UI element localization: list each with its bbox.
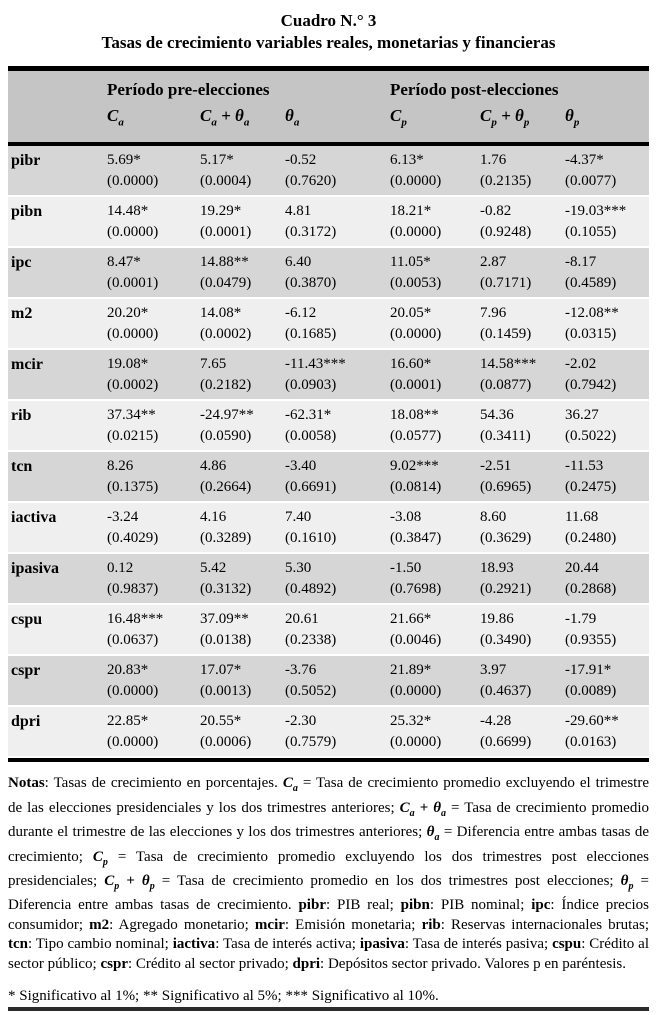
cell-pvalue: (0.0590) bbox=[200, 428, 252, 445]
note-math-symbol: $\theta_p$ bbox=[620, 873, 634, 893]
data-cell bbox=[565, 299, 649, 348]
table-main-title: Tasas de crecimiento variables reales, monetarias y financieras bbox=[101, 33, 556, 52]
data-cell bbox=[285, 452, 390, 501]
data-cell bbox=[565, 656, 649, 705]
data-cell bbox=[480, 299, 565, 348]
note-bold-term: Notas bbox=[8, 775, 45, 792]
cell-value: 2.87 bbox=[480, 254, 507, 271]
data-cell bbox=[565, 707, 649, 756]
cell-pvalue: (0.0903) bbox=[285, 377, 337, 394]
data-cell bbox=[107, 656, 200, 705]
data-cell bbox=[200, 656, 285, 705]
cell-value: -3.08 bbox=[390, 509, 422, 526]
data-cell bbox=[200, 248, 285, 297]
cell-value: 7.96 bbox=[480, 305, 507, 322]
cell-value: -0.82 bbox=[480, 203, 512, 220]
cell-pvalue: (0.1685) bbox=[285, 326, 337, 343]
table-row bbox=[8, 401, 649, 452]
cell-pvalue: (0.1375) bbox=[107, 479, 159, 496]
note-text: : Tasas de crecimiento en porcentajes. bbox=[44, 775, 283, 792]
cell-value: 20.44 bbox=[565, 560, 599, 577]
cell-value: 14.58*** bbox=[480, 356, 537, 373]
cell-value: 5.42 bbox=[200, 560, 227, 577]
group-header-pre-elections: Período pre-elecciones bbox=[107, 80, 270, 99]
column-header: $C_p$ bbox=[390, 106, 407, 129]
cell-value: 8.47* bbox=[107, 254, 141, 271]
cell-value: 6.40 bbox=[285, 254, 312, 271]
cell-pvalue: (0.0479) bbox=[200, 275, 252, 292]
table-body bbox=[8, 146, 649, 758]
data-cell bbox=[285, 554, 390, 603]
table-row bbox=[8, 656, 649, 707]
note-math-symbol: $C_a + \theta_a$ bbox=[399, 799, 447, 819]
header-group-row bbox=[8, 78, 649, 102]
note-bold-term: ipasiva bbox=[359, 936, 405, 953]
note-bold-term: pibr bbox=[298, 897, 326, 914]
data-cell bbox=[285, 197, 390, 246]
note-text: : Índice precios consumidor; bbox=[8, 897, 650, 933]
row-label: m2 bbox=[11, 305, 33, 323]
note-text: = Tasa de crecimiento promedio en los dos trimestres post elecciones; bbox=[154, 873, 621, 890]
note-text: : Emisión monetaria; bbox=[284, 916, 422, 933]
cell-value: 4.16 bbox=[200, 509, 227, 526]
cell-value: 5.69* bbox=[107, 152, 141, 169]
note-math-symbol: $\theta_a$ bbox=[426, 824, 440, 844]
note-text: = Tasa de crecimiento promedio excluyendo los dos trimestres post elecciones presidenciales; bbox=[8, 848, 650, 890]
table-row bbox=[8, 197, 649, 248]
cell-value: 19.08* bbox=[107, 356, 149, 373]
cell-value: 3.97 bbox=[480, 662, 507, 679]
row-label: mcir bbox=[11, 356, 43, 374]
row-label: ipc bbox=[11, 254, 32, 272]
table-bottom-rule bbox=[8, 758, 649, 762]
cell-pvalue: (0.0000) bbox=[107, 326, 159, 343]
cell-pvalue: (0.6965) bbox=[480, 479, 532, 496]
data-cell bbox=[107, 248, 200, 297]
cell-pvalue: (0.0058) bbox=[285, 428, 337, 445]
data-cell bbox=[390, 554, 480, 603]
data-cell bbox=[107, 146, 200, 195]
data-cell bbox=[390, 401, 480, 450]
data-cell bbox=[390, 707, 480, 756]
cell-pvalue: (0.2868) bbox=[565, 581, 617, 598]
cell-value: 1.76 bbox=[480, 152, 507, 169]
cell-pvalue: (0.0877) bbox=[480, 377, 532, 394]
row-label: cspu bbox=[11, 611, 43, 629]
data-cell bbox=[107, 503, 200, 552]
data-cell bbox=[107, 197, 200, 246]
cell-pvalue: (0.0000) bbox=[390, 224, 442, 241]
cell-pvalue: (0.0138) bbox=[200, 632, 252, 649]
data-cell bbox=[285, 707, 390, 756]
cell-value: 4.86 bbox=[200, 458, 227, 475]
data-cell bbox=[200, 605, 285, 654]
note-text: : Crédito al sector público; bbox=[8, 936, 649, 972]
data-cell bbox=[480, 656, 565, 705]
data-cell bbox=[480, 350, 565, 399]
cell-value: 5.30 bbox=[285, 560, 312, 577]
data-cell bbox=[390, 452, 480, 501]
cell-pvalue: (0.0814) bbox=[390, 479, 442, 496]
cell-pvalue: (0.0004) bbox=[200, 173, 252, 190]
cell-pvalue: (0.3847) bbox=[390, 530, 442, 547]
cell-pvalue: (0.5022) bbox=[565, 428, 617, 445]
cell-pvalue: (0.0013) bbox=[200, 683, 252, 700]
note-text: : Depósitos sector privado. Valores p en paréntesis. bbox=[320, 955, 626, 972]
statistics-table bbox=[8, 66, 649, 762]
cell-value: -12.08** bbox=[565, 305, 619, 322]
cell-value: 11.05* bbox=[390, 254, 431, 271]
data-cell bbox=[480, 605, 565, 654]
cell-value: 21.89* bbox=[390, 662, 432, 679]
table-row bbox=[8, 554, 649, 605]
row-label: tcn bbox=[11, 458, 33, 476]
data-cell bbox=[200, 707, 285, 756]
data-cell bbox=[390, 248, 480, 297]
cell-pvalue: (0.7620) bbox=[285, 173, 337, 190]
cell-value: -4.28 bbox=[480, 713, 512, 730]
cell-value: 14.08* bbox=[200, 305, 242, 322]
cell-pvalue: (0.0001) bbox=[200, 224, 252, 241]
cell-value: 17.07* bbox=[200, 662, 242, 679]
cell-pvalue: (0.9837) bbox=[107, 581, 159, 598]
row-label: cspr bbox=[11, 662, 41, 680]
cell-pvalue: (0.7579) bbox=[285, 734, 337, 751]
data-cell bbox=[107, 350, 200, 399]
table-row bbox=[8, 503, 649, 554]
cell-value: -2.30 bbox=[285, 713, 317, 730]
note-text: : PIB real; bbox=[325, 897, 401, 914]
row-label: rib bbox=[11, 407, 32, 425]
data-cell bbox=[565, 452, 649, 501]
cell-pvalue: (0.6691) bbox=[285, 479, 337, 496]
data-cell bbox=[200, 452, 285, 501]
note-bold-term: pibn bbox=[400, 897, 430, 914]
note-text: = Diferencia entre ambas tasas de crecimiento; bbox=[8, 824, 649, 865]
note-text: : Agregado monetario; bbox=[109, 916, 255, 933]
cell-pvalue: (0.0577) bbox=[390, 428, 442, 445]
cell-value: 4.81 bbox=[285, 203, 312, 220]
cell-value: -24.97** bbox=[200, 407, 254, 424]
cell-value: 20.20* bbox=[107, 305, 149, 322]
data-cell bbox=[285, 401, 390, 450]
data-cell bbox=[565, 554, 649, 603]
cell-value: -3.76 bbox=[285, 662, 317, 679]
cell-value: -6.12 bbox=[285, 305, 317, 322]
data-cell bbox=[480, 503, 565, 552]
cell-value: 19.86 bbox=[480, 611, 514, 628]
cell-value: -1.50 bbox=[390, 560, 422, 577]
data-cell bbox=[565, 401, 649, 450]
cell-pvalue: (0.5052) bbox=[285, 683, 337, 700]
cell-pvalue: (0.0000) bbox=[107, 224, 159, 241]
data-cell bbox=[285, 146, 390, 195]
table-row bbox=[8, 299, 649, 350]
cell-value: 5.17* bbox=[200, 152, 234, 169]
data-cell bbox=[565, 503, 649, 552]
cell-value: -3.40 bbox=[285, 458, 317, 475]
column-header: $C_p + \theta_p$ bbox=[480, 106, 530, 129]
cell-pvalue: (0.4637) bbox=[480, 683, 532, 700]
column-header: $\theta_a$ bbox=[285, 106, 300, 129]
note-bold-term: iactiva bbox=[172, 936, 216, 953]
cell-value: 18.08** bbox=[390, 407, 439, 424]
significance-legend: * Significativo al 1%; ** Significativo al 5%; *** Significativo al 10%. bbox=[8, 988, 439, 1005]
cell-pvalue: (0.0077) bbox=[565, 173, 617, 190]
cell-value: 20.55* bbox=[200, 713, 242, 730]
cell-pvalue: (0.2475) bbox=[565, 479, 617, 496]
cell-pvalue: (0.0006) bbox=[200, 734, 252, 751]
data-cell bbox=[107, 554, 200, 603]
note-math-symbol: $C_p + \theta_p$ bbox=[104, 873, 155, 893]
data-cell bbox=[285, 248, 390, 297]
data-cell bbox=[390, 350, 480, 399]
cell-pvalue: (0.0053) bbox=[390, 275, 442, 292]
data-cell bbox=[390, 656, 480, 705]
cell-value: 8.60 bbox=[480, 509, 507, 526]
note-bold-term: rib bbox=[421, 916, 441, 933]
data-cell bbox=[565, 248, 649, 297]
cell-pvalue: (0.4589) bbox=[565, 275, 617, 292]
cell-value: 19.29* bbox=[200, 203, 242, 220]
data-cell bbox=[285, 503, 390, 552]
table-header bbox=[8, 71, 649, 146]
table-notes bbox=[8, 774, 649, 974]
cell-value: 16.60* bbox=[390, 356, 432, 373]
note-bold-term: ipc bbox=[531, 897, 551, 914]
data-cell bbox=[390, 146, 480, 195]
data-cell bbox=[480, 401, 565, 450]
cell-value: 37.09** bbox=[200, 611, 249, 628]
row-label: iactiva bbox=[11, 509, 57, 527]
cell-value: 11.68 bbox=[565, 509, 599, 526]
cell-pvalue: (0.7942) bbox=[565, 377, 617, 394]
cell-pvalue: (0.2338) bbox=[285, 632, 337, 649]
cell-pvalue: (0.3870) bbox=[285, 275, 337, 292]
data-cell bbox=[200, 146, 285, 195]
data-cell bbox=[390, 503, 480, 552]
note-text: = Tasa de crecimiento promedio excluyendo el trimestre de las elecciones presidenciales y los dos trimestres anteriores; bbox=[8, 775, 649, 816]
cell-value: -3.24 bbox=[107, 509, 139, 526]
cell-pvalue: (0.0002) bbox=[107, 377, 159, 394]
cell-value: 7.65 bbox=[200, 356, 227, 373]
table-row bbox=[8, 605, 649, 656]
cell-pvalue: (0.0002) bbox=[200, 326, 252, 343]
cell-value: -4.37* bbox=[565, 152, 604, 169]
data-cell bbox=[285, 299, 390, 348]
cell-value: 8.26 bbox=[107, 458, 134, 475]
cell-value: 25.32* bbox=[390, 713, 432, 730]
note-text: : Tasa de interés pasiva; bbox=[404, 936, 553, 953]
cell-pvalue: (0.9248) bbox=[480, 224, 532, 241]
cell-pvalue: (0.0000) bbox=[390, 173, 442, 190]
note-text: : Reservas internacionales brutas; bbox=[440, 916, 650, 933]
column-header: $C_a + \theta_a$ bbox=[200, 106, 250, 129]
note-text: : PIB nominal; bbox=[429, 897, 532, 914]
group-header-post-elections: Período post-elecciones bbox=[390, 80, 559, 99]
data-cell bbox=[565, 146, 649, 195]
data-cell bbox=[200, 401, 285, 450]
cell-value: 9.02*** bbox=[390, 458, 439, 475]
data-cell bbox=[200, 503, 285, 552]
data-cell bbox=[565, 197, 649, 246]
data-cell bbox=[107, 401, 200, 450]
cell-pvalue: (0.7698) bbox=[390, 581, 442, 598]
cell-value: 7.40 bbox=[285, 509, 312, 526]
cell-pvalue: (0.9355) bbox=[565, 632, 617, 649]
cell-pvalue: (0.4892) bbox=[285, 581, 337, 598]
data-cell bbox=[107, 452, 200, 501]
data-cell bbox=[390, 299, 480, 348]
cell-pvalue: (0.3172) bbox=[285, 224, 337, 241]
cell-pvalue: (0.2664) bbox=[200, 479, 252, 496]
data-cell bbox=[390, 197, 480, 246]
note-bold-term: dpri bbox=[292, 955, 321, 972]
data-cell bbox=[107, 707, 200, 756]
column-header: $C_a$ bbox=[107, 106, 124, 129]
cell-value: 18.21* bbox=[390, 203, 432, 220]
header-symbols-row bbox=[8, 102, 649, 136]
table-row bbox=[8, 707, 649, 758]
cell-pvalue: (0.0046) bbox=[390, 632, 442, 649]
table-row bbox=[8, 146, 649, 197]
cell-value: 20.61 bbox=[285, 611, 319, 628]
cell-value: -17.91* bbox=[565, 662, 612, 679]
cell-value: 14.88** bbox=[200, 254, 249, 271]
cell-value: -1.79 bbox=[565, 611, 597, 628]
table-row bbox=[8, 248, 649, 299]
cell-value: 36.27 bbox=[565, 407, 599, 424]
cell-value: -2.02 bbox=[565, 356, 597, 373]
cell-value: 14.48* bbox=[107, 203, 149, 220]
row-label: dpri bbox=[11, 713, 41, 731]
data-cell bbox=[480, 248, 565, 297]
cell-pvalue: (0.1055) bbox=[565, 224, 617, 241]
cell-value: 20.05* bbox=[390, 305, 432, 322]
cell-value: 6.13* bbox=[390, 152, 424, 169]
cell-pvalue: (0.0315) bbox=[565, 326, 617, 343]
cell-pvalue: (0.3629) bbox=[480, 530, 532, 547]
cell-pvalue: (0.3411) bbox=[480, 428, 531, 445]
row-label: ipasiva bbox=[11, 560, 60, 578]
cell-value: -0.52 bbox=[285, 152, 317, 169]
cell-pvalue: (0.3132) bbox=[200, 581, 252, 598]
table-row bbox=[8, 452, 649, 503]
cell-pvalue: (0.2135) bbox=[480, 173, 532, 190]
data-cell bbox=[200, 299, 285, 348]
cell-pvalue: (0.0001) bbox=[107, 275, 159, 292]
cell-pvalue: (0.0000) bbox=[390, 683, 442, 700]
cell-pvalue: (0.2480) bbox=[565, 530, 617, 547]
data-cell bbox=[285, 656, 390, 705]
note-text: = Diferencia entre ambas tasas de crecimiento. bbox=[8, 873, 649, 914]
data-cell bbox=[480, 146, 565, 195]
cell-value: 22.85* bbox=[107, 713, 149, 730]
cell-pvalue: (0.0000) bbox=[107, 173, 159, 190]
data-cell bbox=[390, 605, 480, 654]
data-cell bbox=[565, 605, 649, 654]
data-cell bbox=[480, 452, 565, 501]
data-cell bbox=[107, 605, 200, 654]
note-bold-term: mcir bbox=[254, 916, 285, 933]
cell-value: 21.66* bbox=[390, 611, 432, 628]
cell-value: -11.43*** bbox=[285, 356, 346, 373]
cell-pvalue: (0.0000) bbox=[390, 734, 442, 751]
cell-value: -8.17 bbox=[565, 254, 597, 271]
cell-value: 54.36 bbox=[480, 407, 514, 424]
table-number-title: Cuadro N.° 3 bbox=[280, 11, 377, 30]
cell-pvalue: (0.4029) bbox=[107, 530, 159, 547]
cell-value: -2.51 bbox=[480, 458, 512, 475]
cell-pvalue: (0.0215) bbox=[107, 428, 159, 445]
data-cell bbox=[200, 197, 285, 246]
row-label: pibr bbox=[11, 152, 41, 170]
note-text: : Crédito al sector privado; bbox=[127, 955, 293, 972]
cell-value: -11.53 bbox=[565, 458, 604, 475]
cell-pvalue: (0.0001) bbox=[390, 377, 442, 394]
column-header: $\theta_p$ bbox=[565, 106, 580, 129]
note-bold-term: m2 bbox=[89, 916, 110, 933]
cell-value: 18.93 bbox=[480, 560, 514, 577]
data-cell bbox=[565, 350, 649, 399]
data-cell bbox=[200, 350, 285, 399]
cell-pvalue: (0.3289) bbox=[200, 530, 252, 547]
data-cell bbox=[480, 707, 565, 756]
page-bottom-rule bbox=[8, 1007, 649, 1011]
cell-value: -62.31* bbox=[285, 407, 332, 424]
note-math-symbol: $C_p$ bbox=[92, 848, 108, 868]
data-cell bbox=[285, 605, 390, 654]
data-cell bbox=[200, 554, 285, 603]
row-label: pibn bbox=[11, 203, 43, 221]
cell-pvalue: (0.1610) bbox=[285, 530, 337, 547]
cell-pvalue: (0.0163) bbox=[565, 734, 617, 751]
note-text: = Tasa de crecimiento promedio durante el trimestre de las elecciones y los dos trimestres anteriores; bbox=[8, 799, 649, 841]
cell-pvalue: (0.3490) bbox=[480, 632, 532, 649]
note-bold-term: cspr bbox=[100, 955, 128, 972]
data-cell bbox=[285, 350, 390, 399]
note-bold-term: tcn bbox=[8, 936, 28, 953]
note-bold-term: cspu bbox=[552, 936, 582, 953]
cell-pvalue: (0.0089) bbox=[565, 683, 617, 700]
cell-value: 20.83* bbox=[107, 662, 149, 679]
note-text: : Tipo cambio nominal; bbox=[28, 936, 173, 953]
header-label-spacer bbox=[8, 102, 107, 136]
cell-value: -19.03*** bbox=[565, 203, 627, 220]
note-math-symbol: $C_a$ bbox=[282, 775, 298, 795]
data-cell bbox=[480, 197, 565, 246]
cell-value: 37.34** bbox=[107, 407, 156, 424]
cell-pvalue: (0.0637) bbox=[107, 632, 159, 649]
cell-pvalue: (0.0000) bbox=[107, 734, 159, 751]
cell-pvalue: (0.2182) bbox=[200, 377, 252, 394]
cell-value: 0.12 bbox=[107, 560, 134, 577]
cell-pvalue: (0.0000) bbox=[390, 326, 442, 343]
note-text: : Tasa de interés activa; bbox=[215, 936, 360, 953]
cell-pvalue: (0.6699) bbox=[480, 734, 532, 751]
data-cell bbox=[107, 299, 200, 348]
cell-value: -29.60** bbox=[565, 713, 619, 730]
cell-pvalue: (0.2921) bbox=[480, 581, 532, 598]
table-row bbox=[8, 350, 649, 401]
cell-value: 16.48*** bbox=[107, 611, 164, 628]
cell-pvalue: (0.1459) bbox=[480, 326, 532, 343]
cell-pvalue: (0.0000) bbox=[107, 683, 159, 700]
cell-pvalue: (0.7171) bbox=[480, 275, 532, 292]
data-cell bbox=[480, 554, 565, 603]
